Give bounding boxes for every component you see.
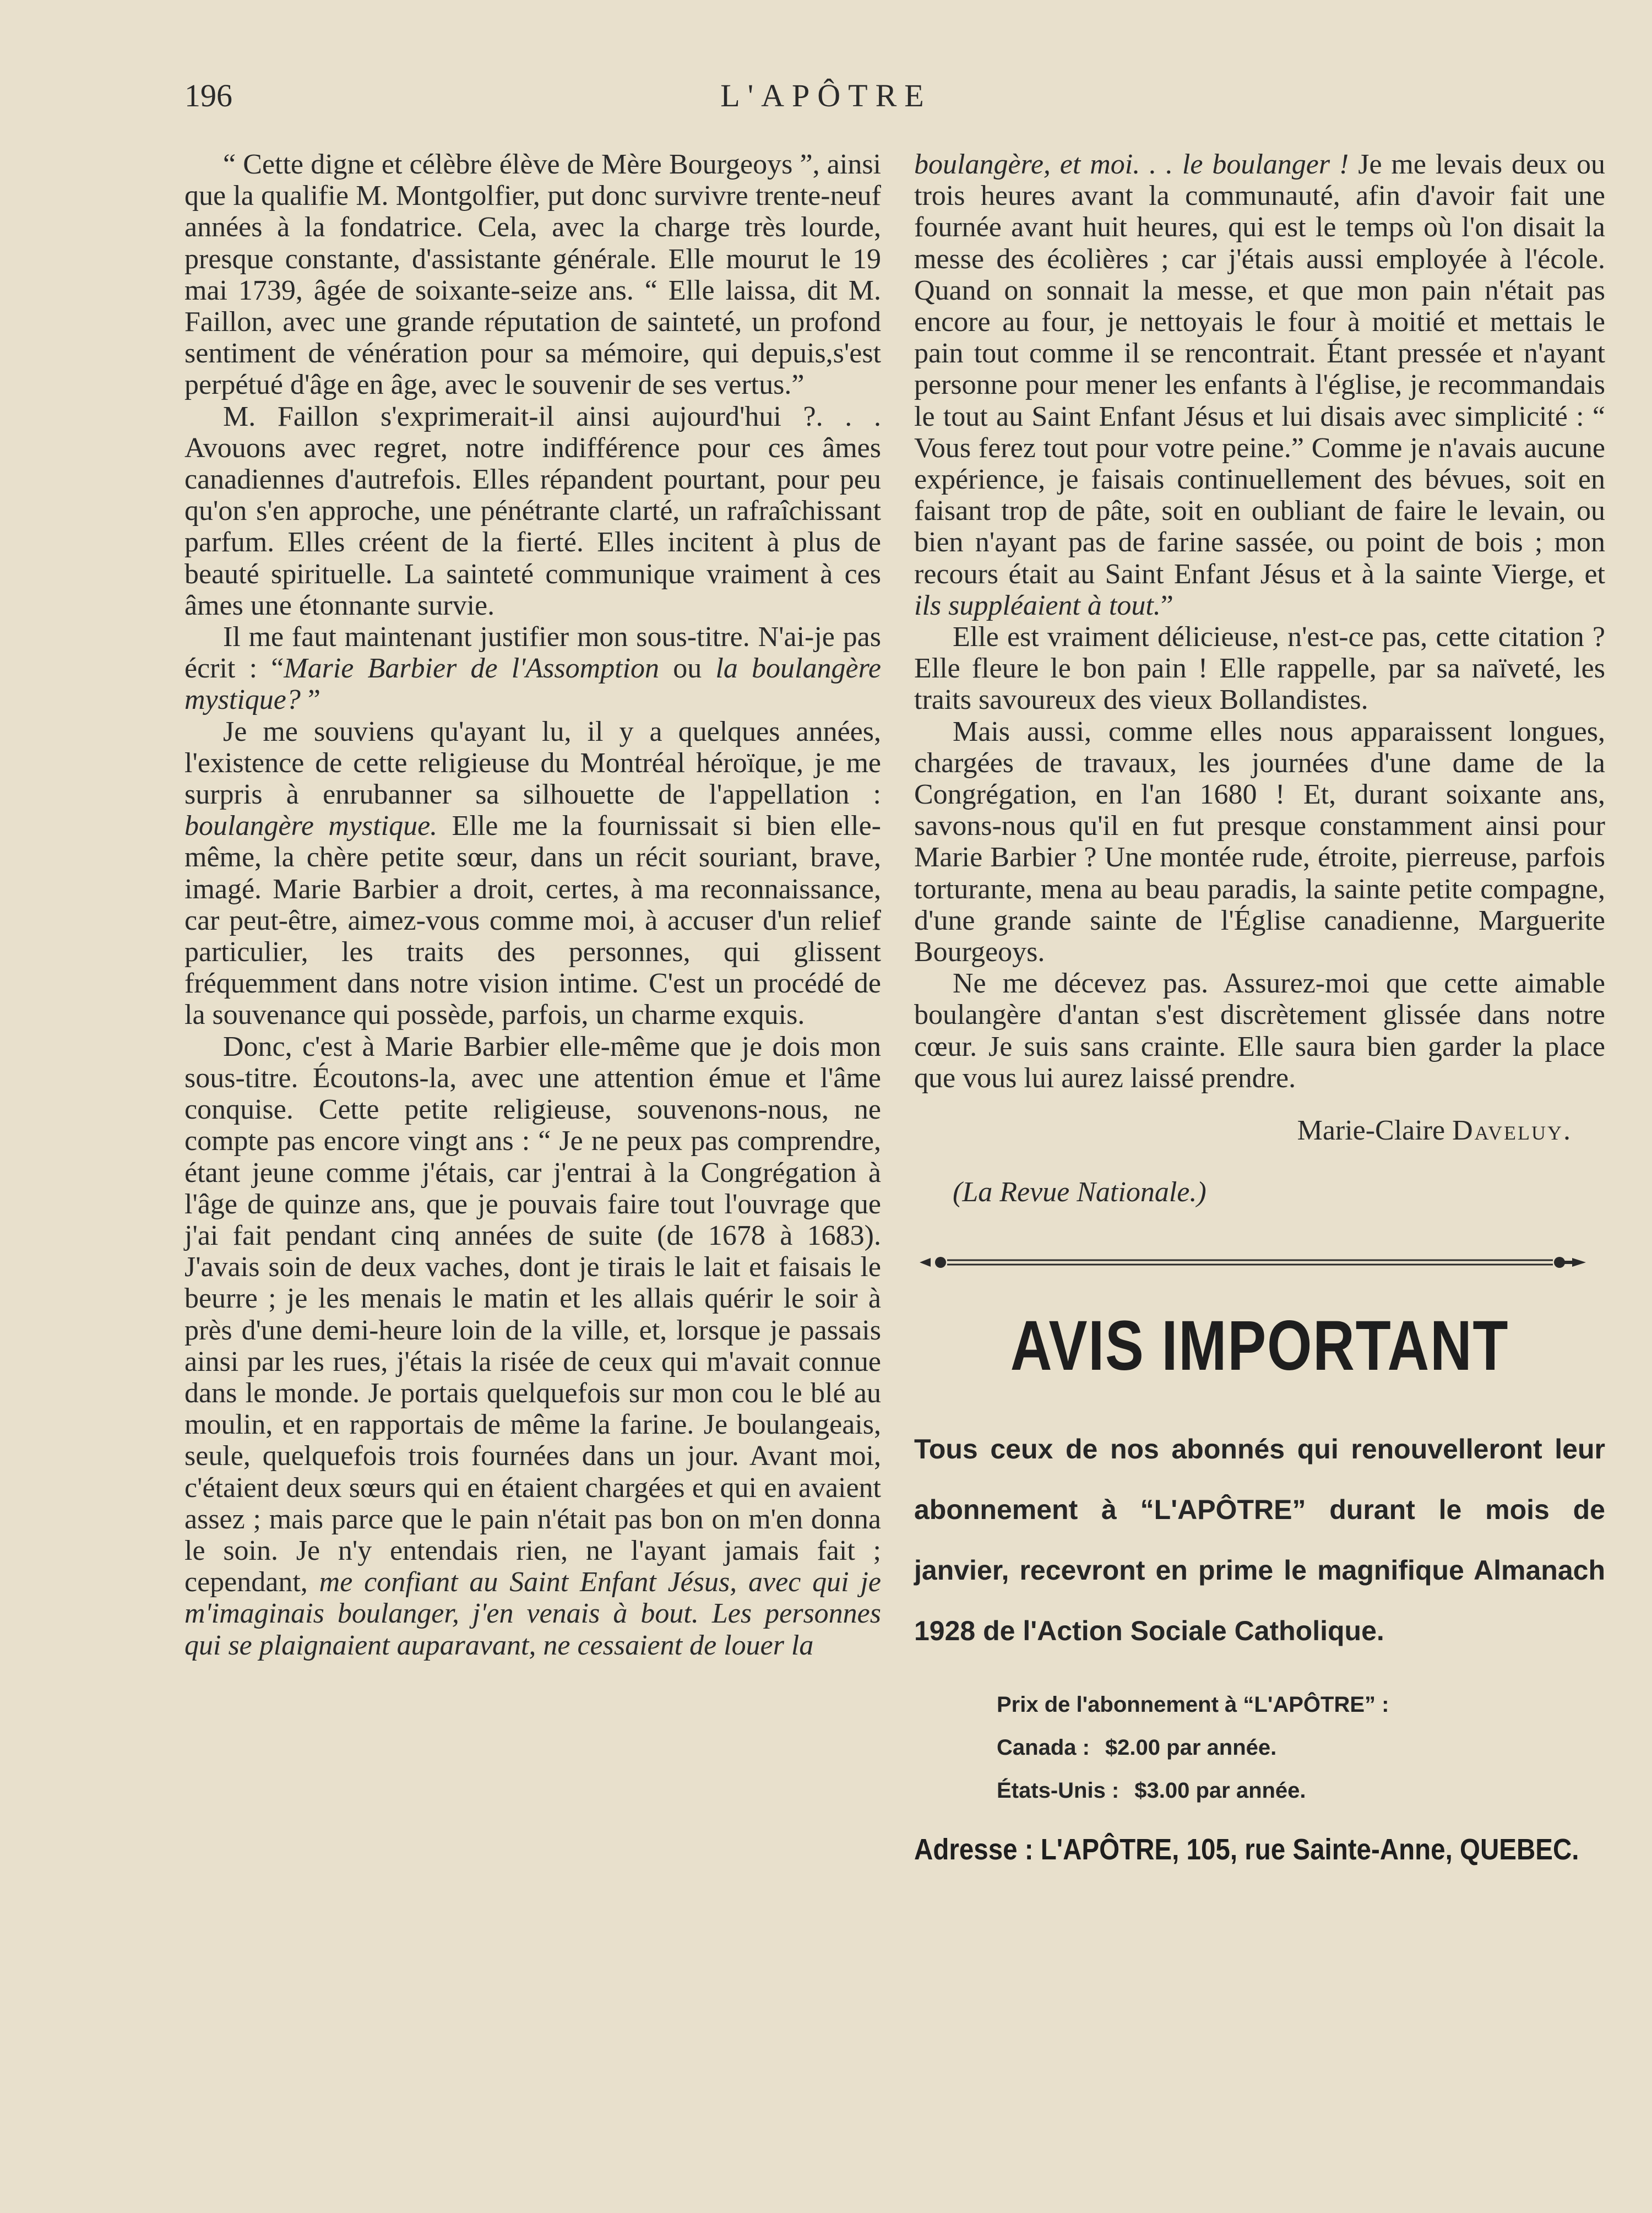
paragraph: M. Faillon s'exprimerait-il ainsi aujourd'hui ?. . . Avouons avec regret, notre indifférence pour ces âmes canadiennes d'autrefois. Elles répandent pourtant, pour peu qu'on s'en approche, une pénétrante clarté, un rafraîchissant parfum. Elles créent de la fierté. Elles incitent à plus de beauté spirituelle. La sainteté communique vraiment à ces âmes une étonnante survie. [184, 400, 881, 621]
text-run: Donc, c'est à Marie Barbier elle-même que je dois mon sous-titre. Écoutons-la, avec une attention émue et l'âme conquise. Cette petite religieuse, souvenons-nous, ne compte pas encore vingt ans : “ Je ne peux pas comprendre, étant jeune comme j'étais, car j'entrai à la Congrégation à l'âge de quinze ans, que je pouvais faire tout l'ouvrage que j'ai fait pendant cinq années de suite (de 1678 à 1683). J'avais soin de deux vaches, dont je tirais le lait et faisais le beurre ; je les menais le matin et les allais quérir le soir à près d'une demi-heure loin de la ville, et, lorsque je passais ainsi par les rues, j'étais la risée de ceux qui m'avait connue dans le monde. Je portais quelquefois sur mon cou le blé au moulin, et en rapportais de même la farine. Je boulangeais, seule, quelquefois trois fournées dans un jour. Avant moi, c'étaient deux sœurs qui en étaient chargées et qui en avaient assez ; mais parce que le pain n'était pas bon on m'en donna le soin. Je n'y entendais rien, ne l'ayant jamais fait ; cependant, [184, 1030, 881, 1598]
price-region: Canada : [997, 1735, 1090, 1760]
italic-title: la boulangère mystique? [184, 653, 881, 716]
price-value: $2.00 par année. [1105, 1735, 1277, 1760]
ornamental-rule-graphic [914, 1251, 1591, 1273]
right-column [914, 149, 1605, 1865]
running-head [184, 77, 1468, 121]
paragraph [184, 1031, 881, 1661]
ornamental-rule [914, 1251, 1605, 1273]
paragraph: “ Cette digne et célèbre élève de Mère Bourgeoys ”, ainsi que la qualifie M. Montgolfier, put donc survivre trente-neuf années à la fondatrice. Cela, avec la charge très lourde, presque constante, d'assistante générale. Elle mourut le 19 mai 1739, âgée de soixante-seize ans. “ Elle laissa, dit M. Faillon, avec une grande réputation de sainteté, un profond sentiment de vénération pour sa mémoire, qui depuis,s'est perpétué d'âge en âge, avec le souvenir de ses vertus.” [184, 149, 881, 401]
paragraph: Elle est vraiment délicieuse, n'est-ce pas, cette citation ? Elle fleure le bon pain ! Elle rappelle, par sa naïveté, les traits savoureux des vieux Bollandistes. [914, 621, 1605, 716]
italic-phrase: me confiant au Saint Enfant Jésus, avec qui je m'imaginais boulanger, j'en venais à bout. Les personnes qui se plaignaient auparavant, ne cessaient de louer la [184, 1566, 881, 1661]
price-label: Prix de l'abonnement à “L'APÔTRE” : [997, 1692, 1389, 1717]
text-run: ” [300, 684, 320, 716]
author-signature [914, 1115, 1572, 1146]
text-run: Je me levais deux ou trois heures avant la communauté, afin d'avoir fait une fournée avant huit heures, qui est le temps où l'on disait la messe des écolières ; car j'étais aussi employée à l'école. Quand on sonnait la messe, et que mon pain n'était pas encore au four, je nettoyais le four à moitié et mettais le pain tout comme il se rencontrait. Étant pressée et n'ayant personne pour mener les enfants à l'église, je recommandais le tout au Saint Enfant Jésus et lui disais avec simplicité : “ Vous ferez tout pour votre peine.” Comme je n'avais aucune expérience, je faisais continuellement des bévues, soit en faisant trop de pâte, soit en oubliant de faire le levain, ou bien n'ayant pas de farine sassée, ou point de bois ; mon recours était au Saint Enfant Jésus et à la sainte Vierge, et [914, 149, 1605, 590]
text-run: Il me faut maintenant justifier mon sous-titre. N'ai-je pas écrit : “ [184, 621, 881, 685]
author-first-name: Marie-Claire [1297, 1115, 1453, 1147]
price-row-canada [997, 1726, 1605, 1769]
left-column [184, 149, 881, 1661]
paragraph: Ne me décevez pas. Assurez-moi que cette aimable boulangère d'antan s'est discrètement glissée dans notre cœur. Je suis sans crainte. Elle saura bien garder la place que vous lui aurez laissé prendre. [914, 968, 1605, 1094]
mailing-address: Adresse : L'APÔTRE, 105, rue Sainte-Anne, QUEBEC. [914, 1832, 1579, 1866]
italic-phrase: boulangère mystique. [184, 810, 438, 842]
notice-title: AVIS IMPORTANT [1010, 1306, 1509, 1385]
text-run: ” [1160, 589, 1173, 621]
text-run: ou [659, 653, 716, 685]
page-number: 196 [184, 78, 232, 113]
text-run: Elle me la fournissait si bien elle-même, la chère petite sœur, dans un récit souriant, brave, imagé. Marie Barbier a droit, certes, à ma reconnaissance, car peut-être, aimez-vous comme moi, à accuser d'un relief particulier, les traits des personnes, qui glissent fréquemment dans notre vision intime. C'est un procédé de la souvenance qui possède, parfois, un charme exquis. [184, 810, 882, 1031]
journal-title: L'APÔTRE [720, 78, 932, 113]
price-value: $3.00 par année. [1134, 1778, 1306, 1803]
italic-title: Marie Barbier de l'Assomption [284, 653, 660, 685]
paragraph: Mais aussi, comme elles nous apparaissent longues, chargées de travaux, les journées d'une dame de la Congrégation, en l'an 1680 ! Et, durant soixante ans, savons-nous qu'il en fut presque constamment ainsi pour Marie Barbier ? Une montée rude, étroite, pierreuse, parfois torturante, mena au beau paradis, la sainte petite compagne, d'une grande sainte de l'Église canadienne, Marguerite Bourgeoys. [914, 715, 1605, 968]
author-last-name: Daveluy. [1452, 1115, 1572, 1147]
paragraph [184, 621, 881, 716]
important-notice [914, 1308, 1605, 1865]
italic-phrase: boulangère, et moi. . . le boulanger ! [914, 149, 1349, 180]
price-block [997, 1683, 1605, 1812]
paragraph [184, 716, 881, 1031]
text-run: Je me souviens qu'ayant lu, il y a quelques années, l'existence de cette religieuse du Montréal héroïque, je me surpris à enrubanner sa silhouette de l'appellation : [184, 715, 881, 811]
price-row-us [997, 1769, 1605, 1812]
italic-phrase: ils suppléaient à tout. [914, 589, 1161, 621]
paragraph-continued [914, 149, 1605, 621]
source-citation: (La Revue Nationale.) [953, 1176, 1207, 1208]
price-region: États-Unis : [997, 1778, 1120, 1803]
notice-body: Tous ceux de nos abonnés qui renouvelleront leur abonnement à “L'APÔTRE” durant le mois de janvier, recevront en prime le magnifique Almanach 1928 de l'Action Sociale Catholique. [914, 1433, 1605, 1646]
